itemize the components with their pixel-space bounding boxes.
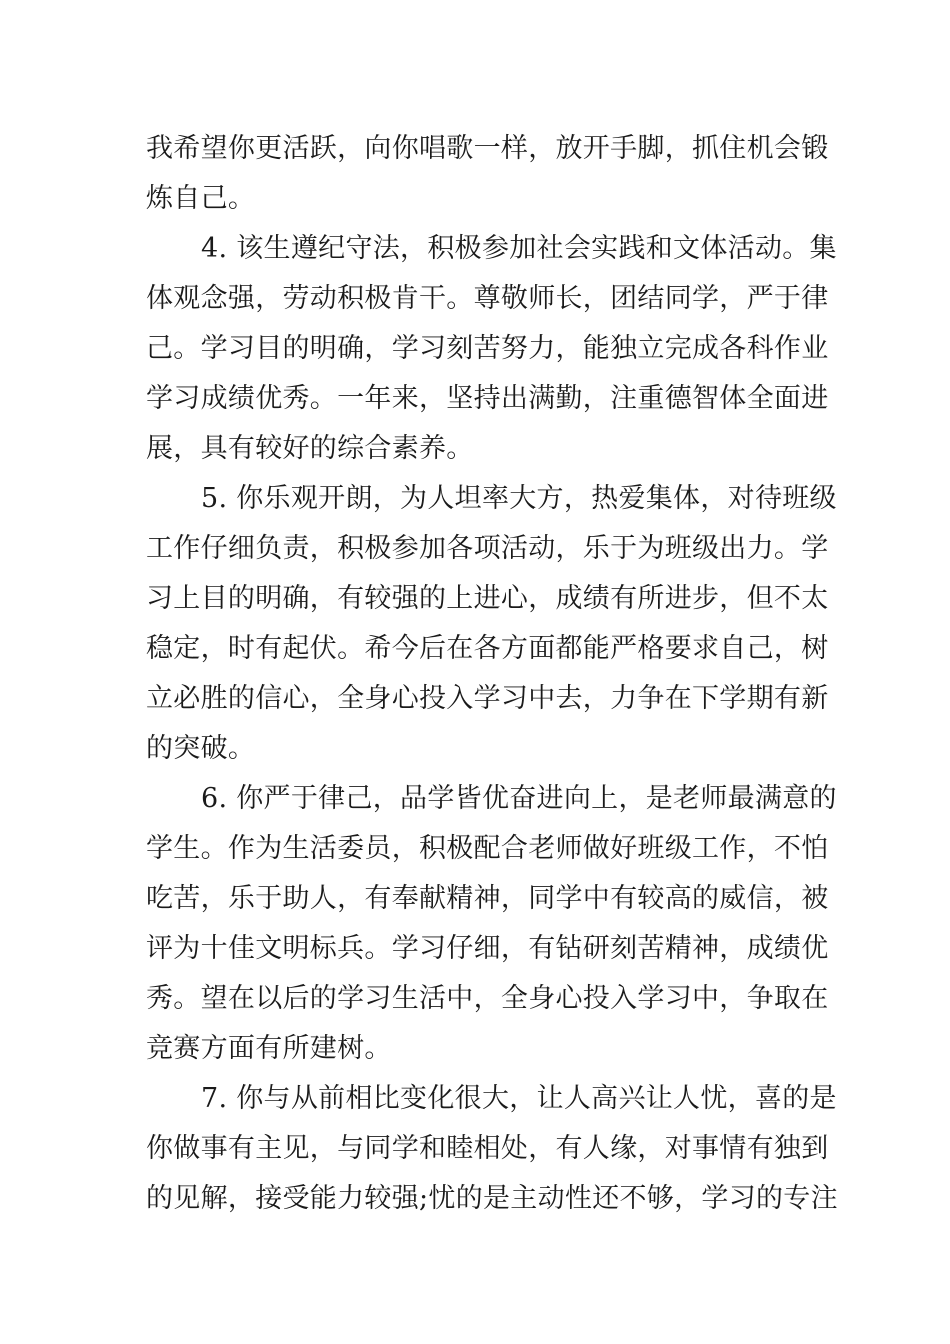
- text-line: 吃苦，乐于助人，有奉献精神，同学中有较高的威信，被: [146, 883, 829, 914]
- text-line: 竞赛方面有所建树。: [146, 1033, 392, 1064]
- text-line: 习上目的明确，有较强的上进心，成绩有所进步，但不太: [146, 583, 829, 614]
- document-body: [146, 124, 838, 1224]
- text-line: 展，具有较好的综合素养。: [146, 433, 474, 464]
- text-line: 己。学习目的明确，学习刻苦努力，能独立完成各科作业: [146, 333, 829, 364]
- text-line: 学习成绩优秀。一年来，坚持出满勤，注重德智体全面进: [146, 383, 829, 414]
- text-line: 的见解，接受能力较强;忧的是主动性还不够，学习的专注: [146, 1183, 838, 1214]
- paragraph-start-line: 7. 你与从前相比变化很大，让人高兴让人忧，喜的是: [201, 1083, 837, 1114]
- text-line: 炼自己。: [146, 183, 256, 214]
- paragraph-start-line: 4. 该生遵纪守法，积极参加社会实践和文体活动。集: [201, 233, 837, 264]
- text-line: 的突破。: [146, 733, 256, 764]
- text-line: 你做事有主见，与同学和睦相处，有人缘，对事情有独到: [146, 1133, 829, 1164]
- text-line: 我希望你更活跃，向你唱歌一样，放开手脚，抓住机会锻: [146, 133, 829, 164]
- text-line: 稳定，时有起伏。希今后在各方面都能严格要求自己，树: [146, 633, 829, 664]
- text-line: 评为十佳文明标兵。学习仔细，有钻研刻苦精神，成绩优: [146, 933, 829, 964]
- text-line: 体观念强，劳动积极肯干。尊敬师长，团结同学，严于律: [146, 283, 829, 314]
- text-line: 立必胜的信心，全身心投入学习中去，力争在下学期有新: [146, 683, 829, 714]
- text-line: 秀。望在以后的学习生活中，全身心投入学习中，争取在: [146, 983, 829, 1014]
- text-line: 学生。作为生活委员，积极配合老师做好班级工作，不怕: [146, 833, 829, 864]
- paragraph-start-line: 5. 你乐观开朗，为人坦率大方，热爱集体，对待班级: [201, 483, 837, 514]
- paragraph-start-line: 6. 你严于律己，品学皆优奋进向上，是老师最满意的: [201, 783, 837, 814]
- text-line: 工作仔细负责，积极参加各项活动，乐于为班级出力。学: [146, 533, 829, 564]
